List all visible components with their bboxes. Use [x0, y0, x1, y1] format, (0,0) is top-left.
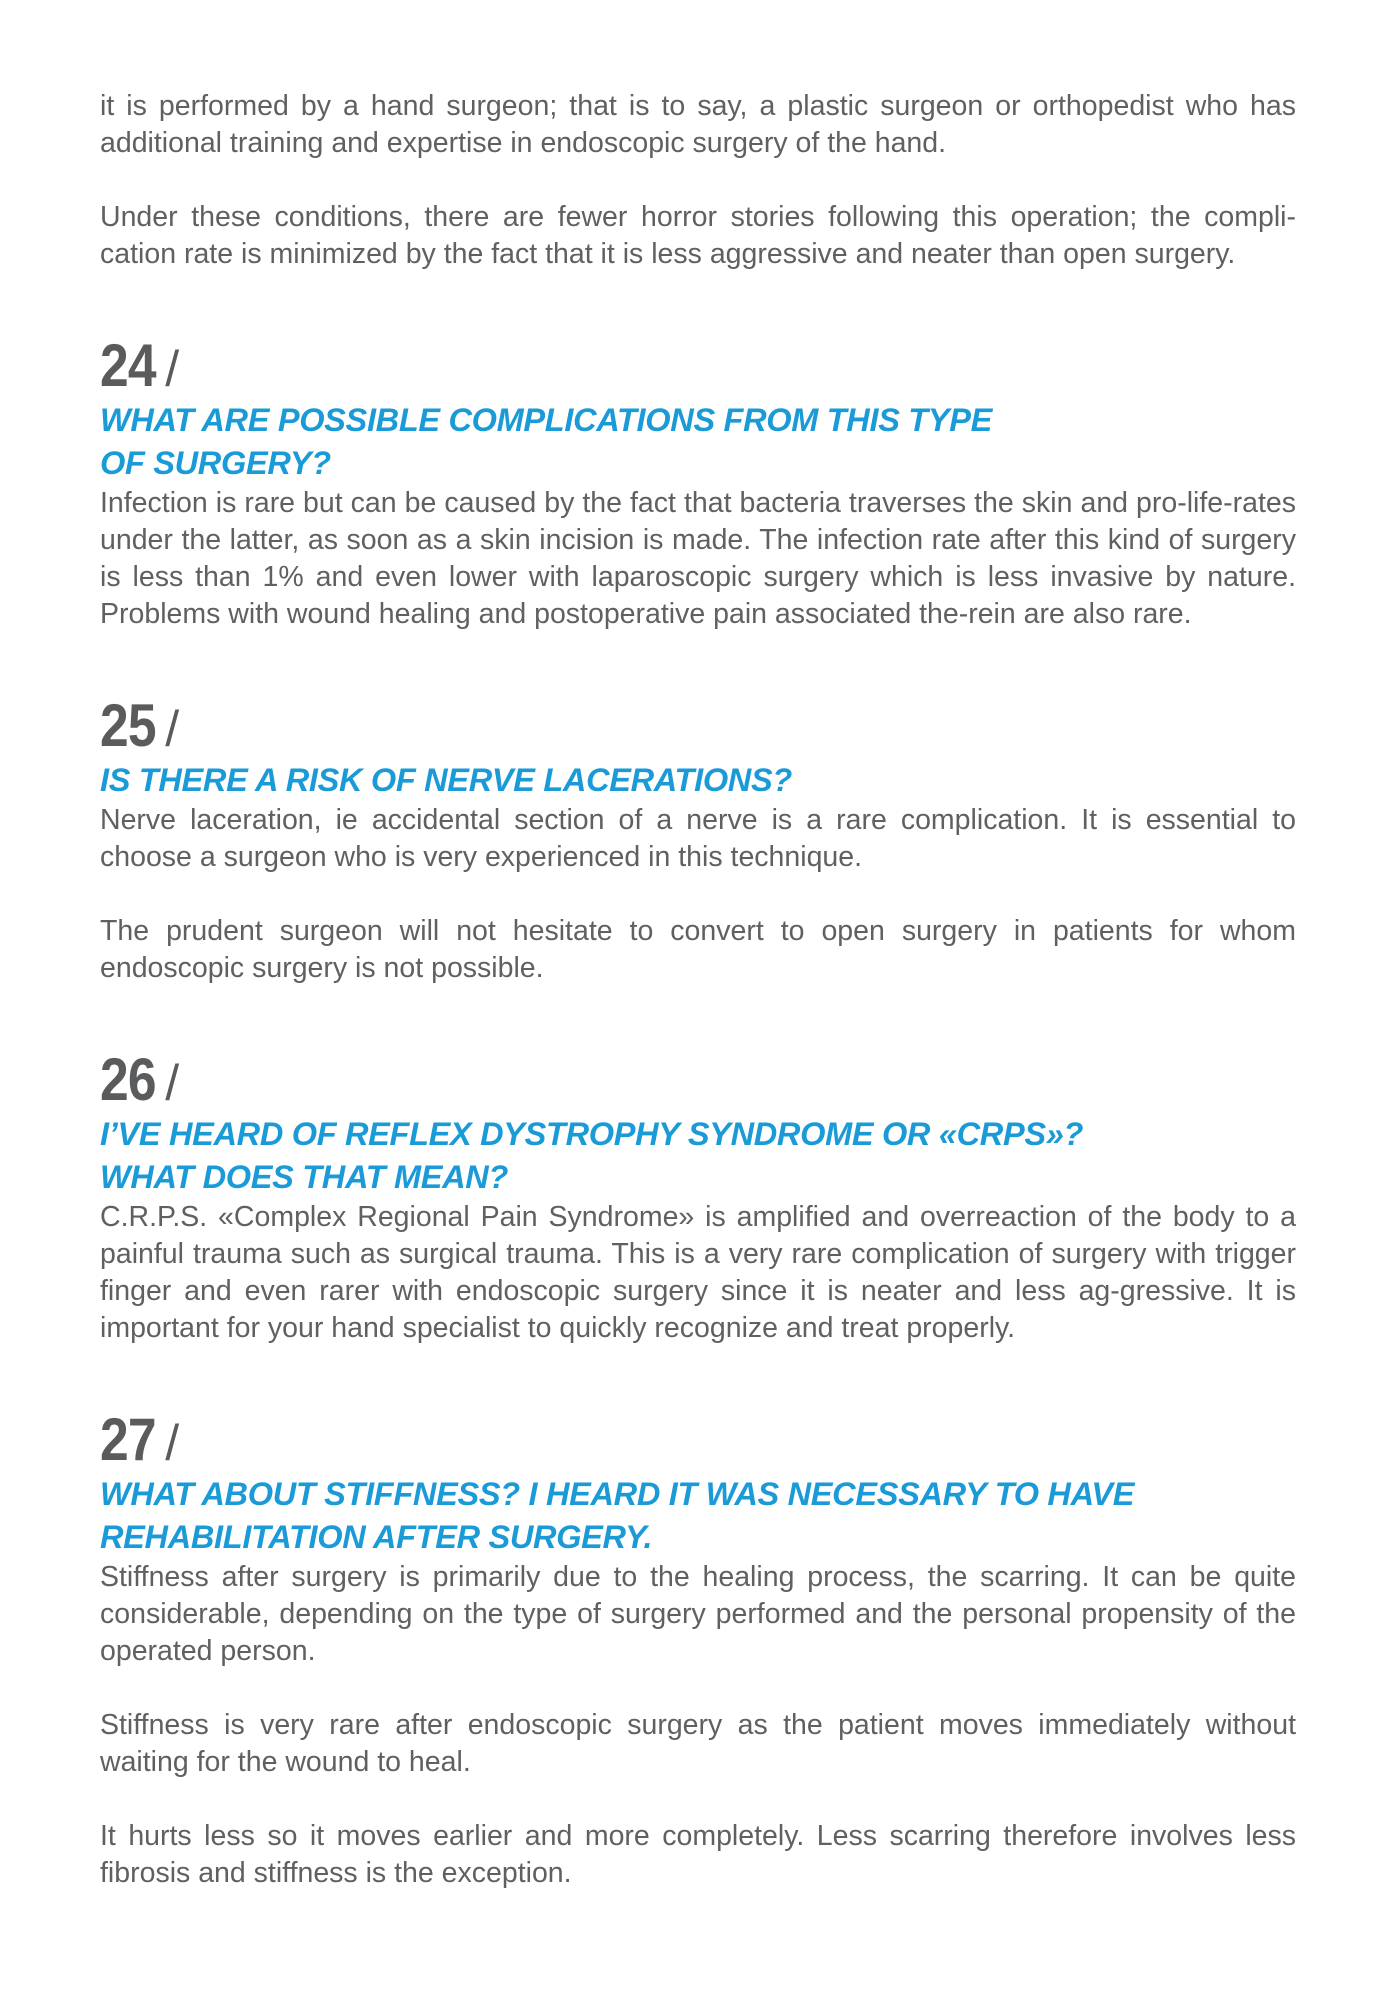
number-slash: /: [165, 1055, 180, 1111]
question-number: 25: [100, 692, 156, 759]
answer-paragraph-1: C.R.P.S. «Complex Regional Pain Syndrome» is amplified and overreaction of the body to a painful trauma such as surgical trauma. This is a very rare complication of surgery with trigger finger and even rarer with endoscopic surgery since it is neater and less ag-gressive. It is important for your hand specialist to quickly recognize and treat properly.: [100, 1201, 1296, 1344]
question-number-heading: [100, 692, 1296, 759]
question-number-heading: [100, 332, 1296, 399]
page-content: [100, 88, 1296, 1892]
question-number-heading: [100, 1406, 1296, 1473]
faq-section-26: [100, 1046, 1296, 1347]
answer-paragraph-2: The prudent surgeon will not hesitate to convert to open surgery in patients for whom endoscopic surgery is not possible.: [100, 915, 1296, 984]
intro-paragraph-2: Under these conditions, there are fewer horror stories following this operation; the compli-cation rate is minimized by the fact that it is less aggressive and neater than open surgery.: [100, 201, 1296, 270]
intro-paragraph-1: it is performed by a hand surgeon; that is to say, a plastic surgeon or orthopedist who has additional training and expertise in endoscopic surgery of the hand.: [100, 90, 1296, 159]
faq-section-24: [100, 332, 1296, 633]
answer-paragraph-1: Nerve laceration, ie accidental section of a nerve is a rare complication. It is essential to choose a surgeon who is very experienced in this technique.: [100, 804, 1296, 873]
question-title: [100, 1473, 1296, 1559]
faq-section-27: [100, 1406, 1296, 1892]
question-number: 26: [100, 1046, 156, 1113]
answer-block: [100, 1199, 1296, 1347]
question-title-line-2: WHAT DOES THAT MEAN?: [100, 1159, 509, 1195]
question-title-line-1: WHAT ARE POSSIBLE COMPLICATIONS FROM THIS TYPE: [100, 402, 992, 438]
number-slash: /: [165, 341, 180, 397]
number-slash: /: [165, 701, 180, 757]
answer-block: [100, 802, 1296, 987]
answer-block: [100, 1559, 1296, 1892]
question-number-heading: [100, 1046, 1296, 1113]
answer-paragraph-1: Infection is rare but can be caused by the fact that bacteria traverses the skin and pro-life-rates under the latter, as soon as a skin incision is made. The infection rate after this kind of surgery is less than 1% and even lower with laparoscopic surgery which is less invasive by nature. Problems with wound healing and postoperative pain associated the-rein are also rare.: [100, 487, 1296, 630]
faq-section-25: [100, 692, 1296, 987]
question-title-line-1: IS THERE A RISK OF NERVE LACERATIONS?: [100, 762, 792, 798]
question-title: [100, 759, 1296, 802]
answer-paragraph-2: Stiffness is very rare after endoscopic surgery as the patient moves immediately without waiting for the wound to heal.: [100, 1709, 1296, 1778]
answer-paragraph-1: Stiffness after surgery is primarily due to the healing process, the scarring. It can be quite considerable, depending on the type of surgery performed and the personal propensity of the operated person.: [100, 1561, 1296, 1667]
question-title: [100, 399, 1296, 485]
answer-paragraph-3: It hurts less so it moves earlier and more completely. Less scarring therefore involves less fibrosis and stiffness is the exception.: [100, 1820, 1296, 1889]
answer-block: [100, 485, 1296, 633]
question-title-line-2: REHABILITATION AFTER SURGERY.: [100, 1519, 653, 1555]
question-number: 24: [100, 332, 156, 399]
number-slash: /: [165, 1415, 180, 1471]
question-title-line-1: I’VE HEARD OF REFLEX DYSTROPHY SYNDROME OR «CRPS»?: [100, 1116, 1084, 1152]
question-number: 27: [100, 1406, 156, 1473]
question-title-line-2: OF SURGERY?: [100, 445, 331, 481]
intro-block: [100, 88, 1296, 273]
question-title: [100, 1113, 1296, 1199]
question-title-line-1: WHAT ABOUT STIFFNESS? I HEARD IT WAS NECESSARY TO HAVE: [100, 1476, 1135, 1512]
